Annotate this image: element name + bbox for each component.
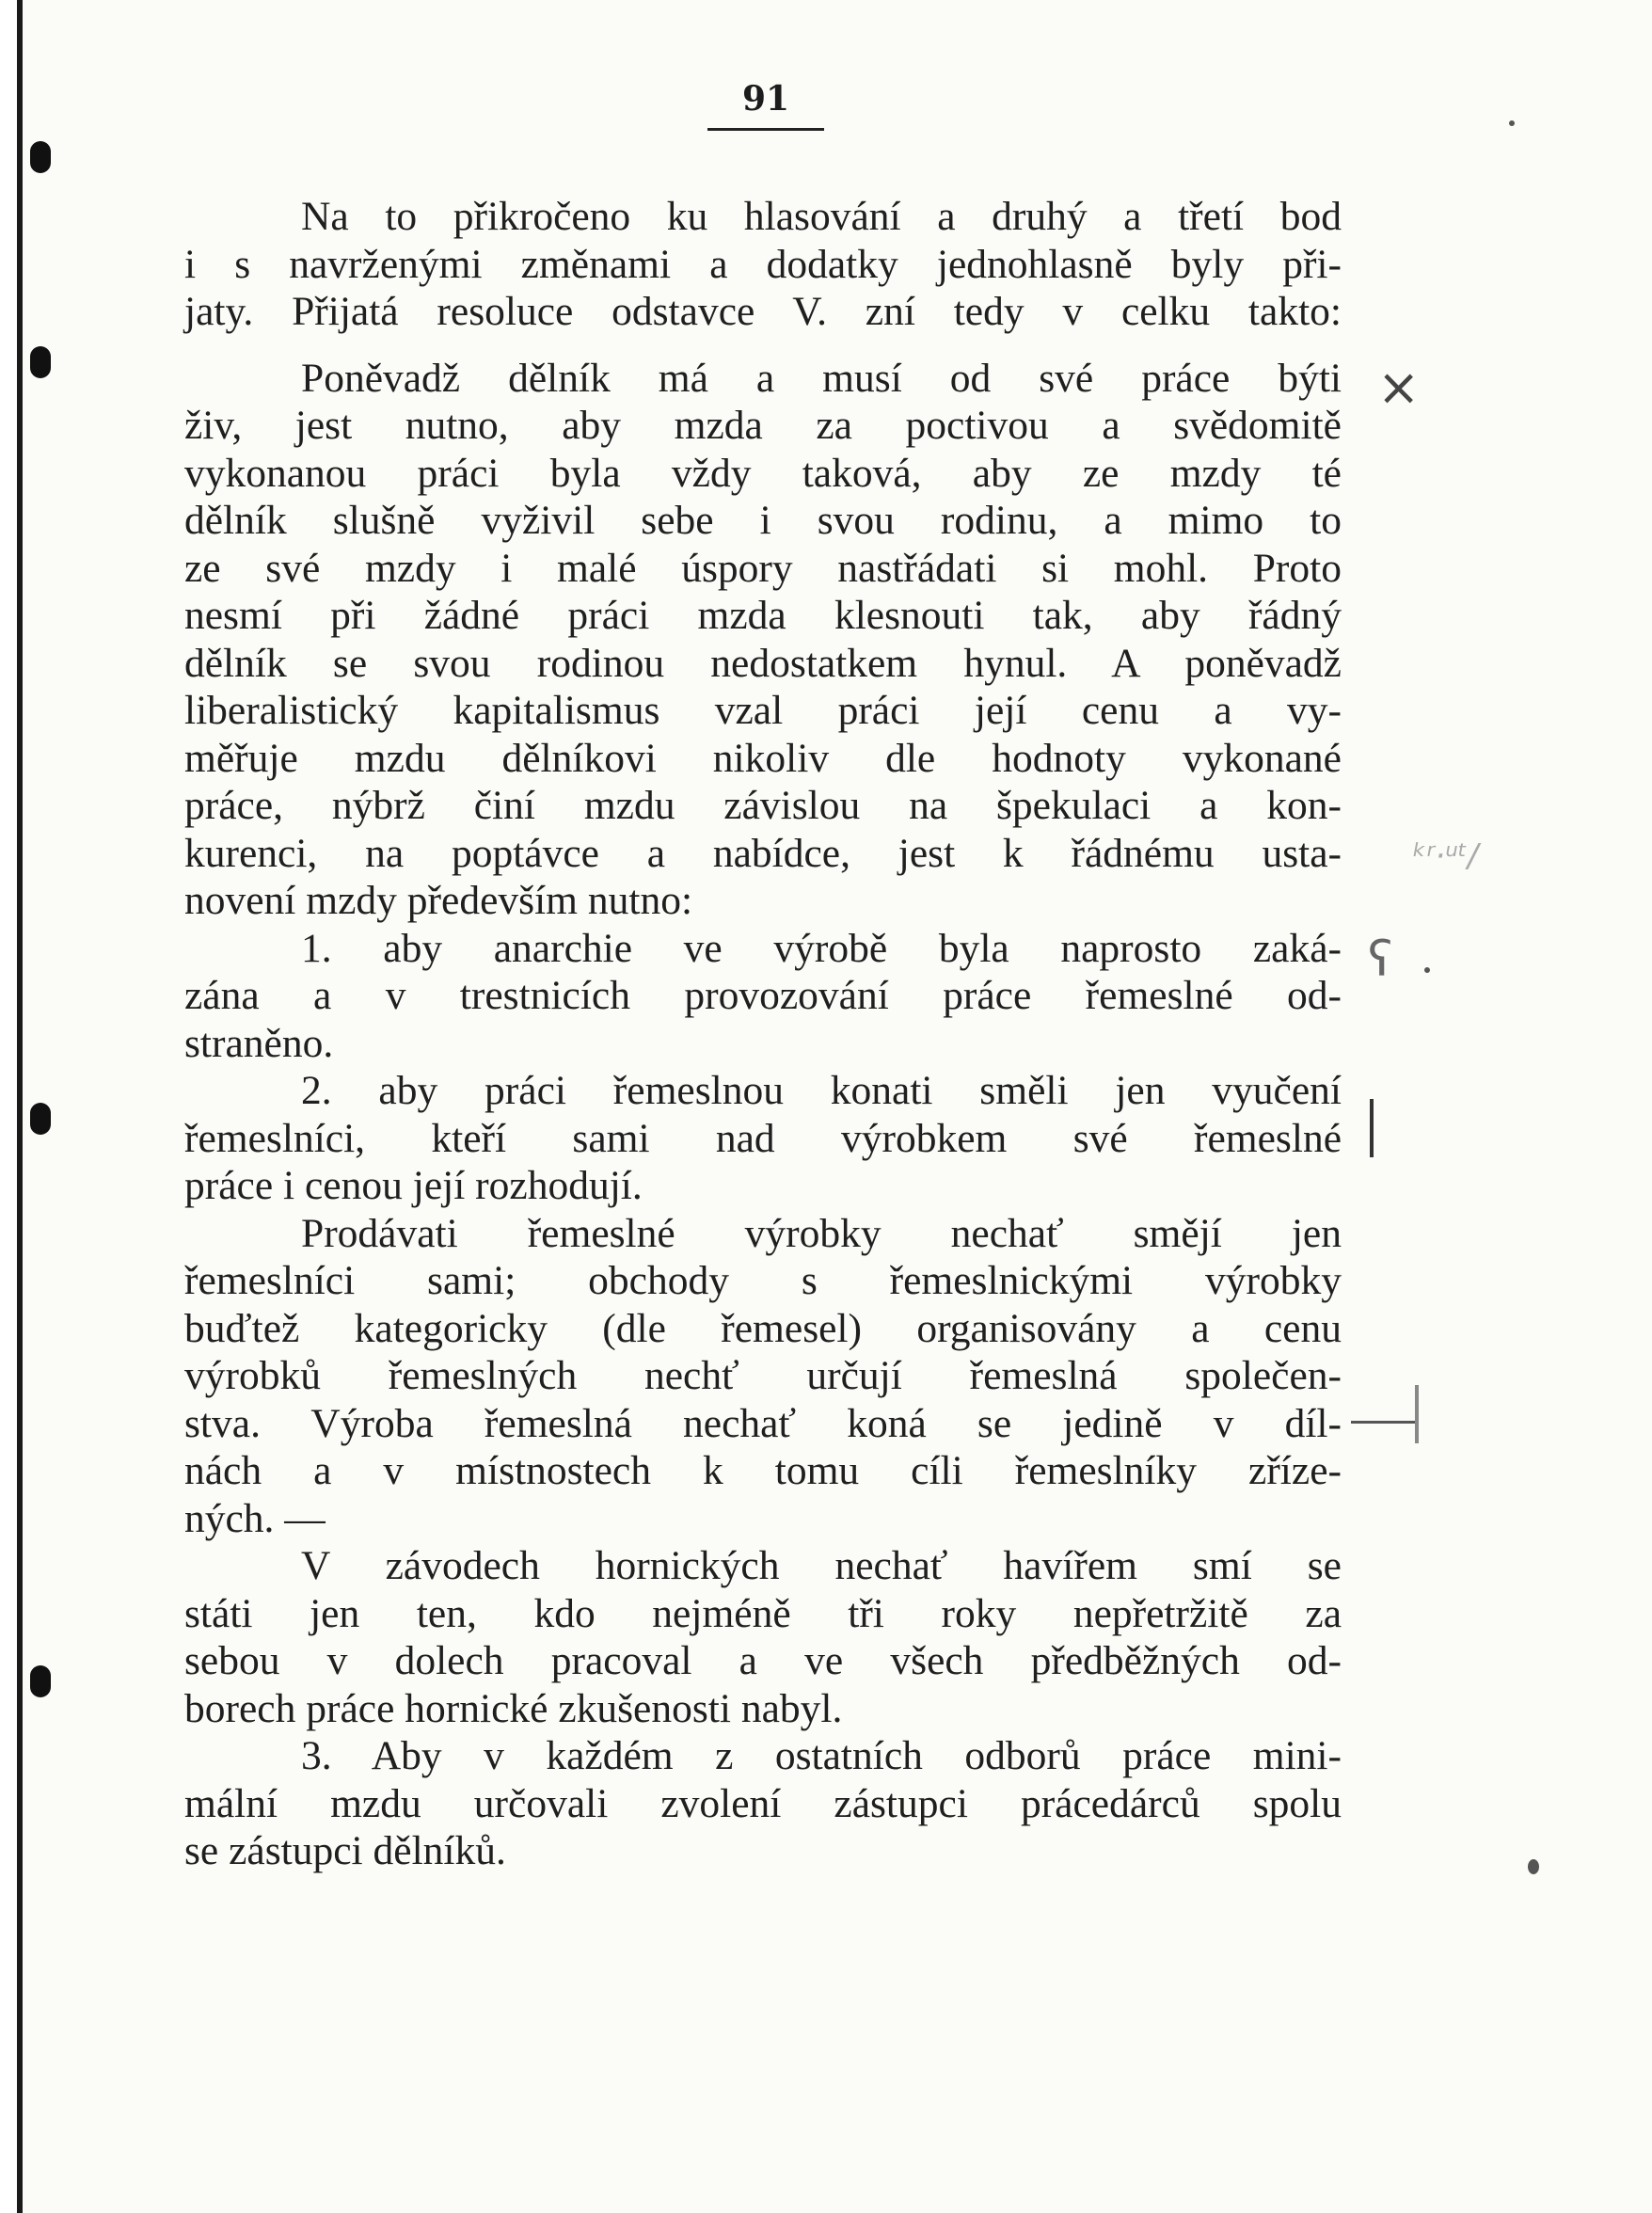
text-line: stva. Výroba řemeslná nechať koná se jedině v díl- [184, 1400, 1342, 1446]
cross-icon: × [1377, 358, 1421, 417]
text-line: se zástupci dělníků. [184, 1828, 506, 1873]
binding-mark [30, 346, 51, 378]
text-line: práce i cenou její rozhodují. [184, 1163, 643, 1208]
text-line: 1. aby anarchie ve výrobě byla naprosto zaká- [301, 925, 1342, 971]
text-line: ze své mzdy i malé úspory nastřádati si mohl. Proto [184, 545, 1342, 591]
text-line: státi jen ten, kdo nejméně tři roky nepřetržitě za [184, 1590, 1342, 1636]
text-line: kurenci, na poptávce a nabídce, jest k řádnému usta- [184, 830, 1342, 876]
text-line: jaty. Přijatá resoluce odstavce V. zní tedy v celku takto: [184, 289, 1342, 334]
binding-mark [30, 1665, 51, 1697]
binding-mark [30, 141, 51, 173]
text-line: dělník slušně vyživil sebe i svou rodinu, a mimo to [184, 498, 1342, 543]
page-number: 91 [707, 79, 824, 131]
text-line: dělník se svou rodinou nedostatkem hynul. A poněvadž [184, 640, 1342, 686]
text-line: měřuje mzdu dělníkovi nikoliv dle hodnoty vykonané [184, 735, 1342, 781]
text-line: ných. — [184, 1495, 326, 1541]
text-line: nách a v místnostech k tomu cíli řemeslníky zříze- [184, 1448, 1342, 1493]
pencil-note: ᵏʳ·ᵘᵗ/ [1413, 837, 1479, 875]
text-line: práce, nýbrž činí mzdu závislou na špekulaci a kon- [184, 783, 1342, 828]
text-line: řemeslníci sami; obchody s řemeslnickými výrobky [184, 1258, 1342, 1303]
speck-icon [1509, 120, 1515, 126]
margin-bar-icon [1370, 1099, 1374, 1157]
text-line: novení mzdy především nutno: [184, 878, 693, 923]
text-line: borech práce hornické zkušenosti nabyl. [184, 1685, 843, 1731]
binding-mark [30, 1103, 51, 1135]
text-line: i s navrženými změnami a dodatky jednohlasně byly při- [184, 241, 1342, 287]
text-line: buďtež kategoricky (dle řemesel) organisovány a cenu [184, 1305, 1342, 1351]
text-line: 3. Aby v každém z ostatních odborů práce mini- [301, 1733, 1342, 1778]
text-line: V závodech hornických nechať havířem smí se [301, 1543, 1342, 1588]
text-line: Prodávati řemeslné výrobky nechať smějí jen [301, 1210, 1342, 1256]
text-line: zána a v trestnicích provozování práce řemeslné od- [184, 973, 1342, 1018]
book-page [17, 0, 1652, 2213]
text-line: výrobků řemeslných nechť určují řemeslná společen- [184, 1353, 1342, 1398]
margin-dash-icon [1351, 1421, 1415, 1424]
text-line: mální mzdu určovali zvolení zástupci prácedárců spolu [184, 1780, 1342, 1826]
text-line: nesmí při žádné práci mzda klesnouti tak, aby řádný [184, 593, 1342, 638]
speck-icon [1424, 967, 1430, 973]
text-line: živ, jest nutno, aby mzda za poctivou a svědomitě [184, 403, 1342, 448]
text-line: Na to přikročeno ku hlasování a druhý a třetí bod [301, 194, 1342, 239]
speck-icon [1528, 1859, 1539, 1874]
squiggle-icon: ʕ [1368, 931, 1393, 988]
text-line: vykonanou práci byla vždy taková, aby ze mzdy té [184, 450, 1342, 496]
margin-bar-icon [1415, 1385, 1419, 1443]
text-line: liberalistický kapitalismus vzal práci její cenu a vy- [184, 688, 1342, 733]
text-line: Poněvadž dělník má a musí od své práce býti [301, 355, 1342, 401]
text-line: 2. aby práci řemeslnou konati směli jen vyučení [301, 1068, 1342, 1113]
text-line: sebou v dolech pracoval a ve všech předběžných od- [184, 1638, 1342, 1683]
text-line: straněno. [184, 1020, 334, 1066]
text-line: řemeslníci, kteří sami nad výrobkem své řemeslné [184, 1115, 1342, 1161]
body-text [184, 193, 1342, 1875]
